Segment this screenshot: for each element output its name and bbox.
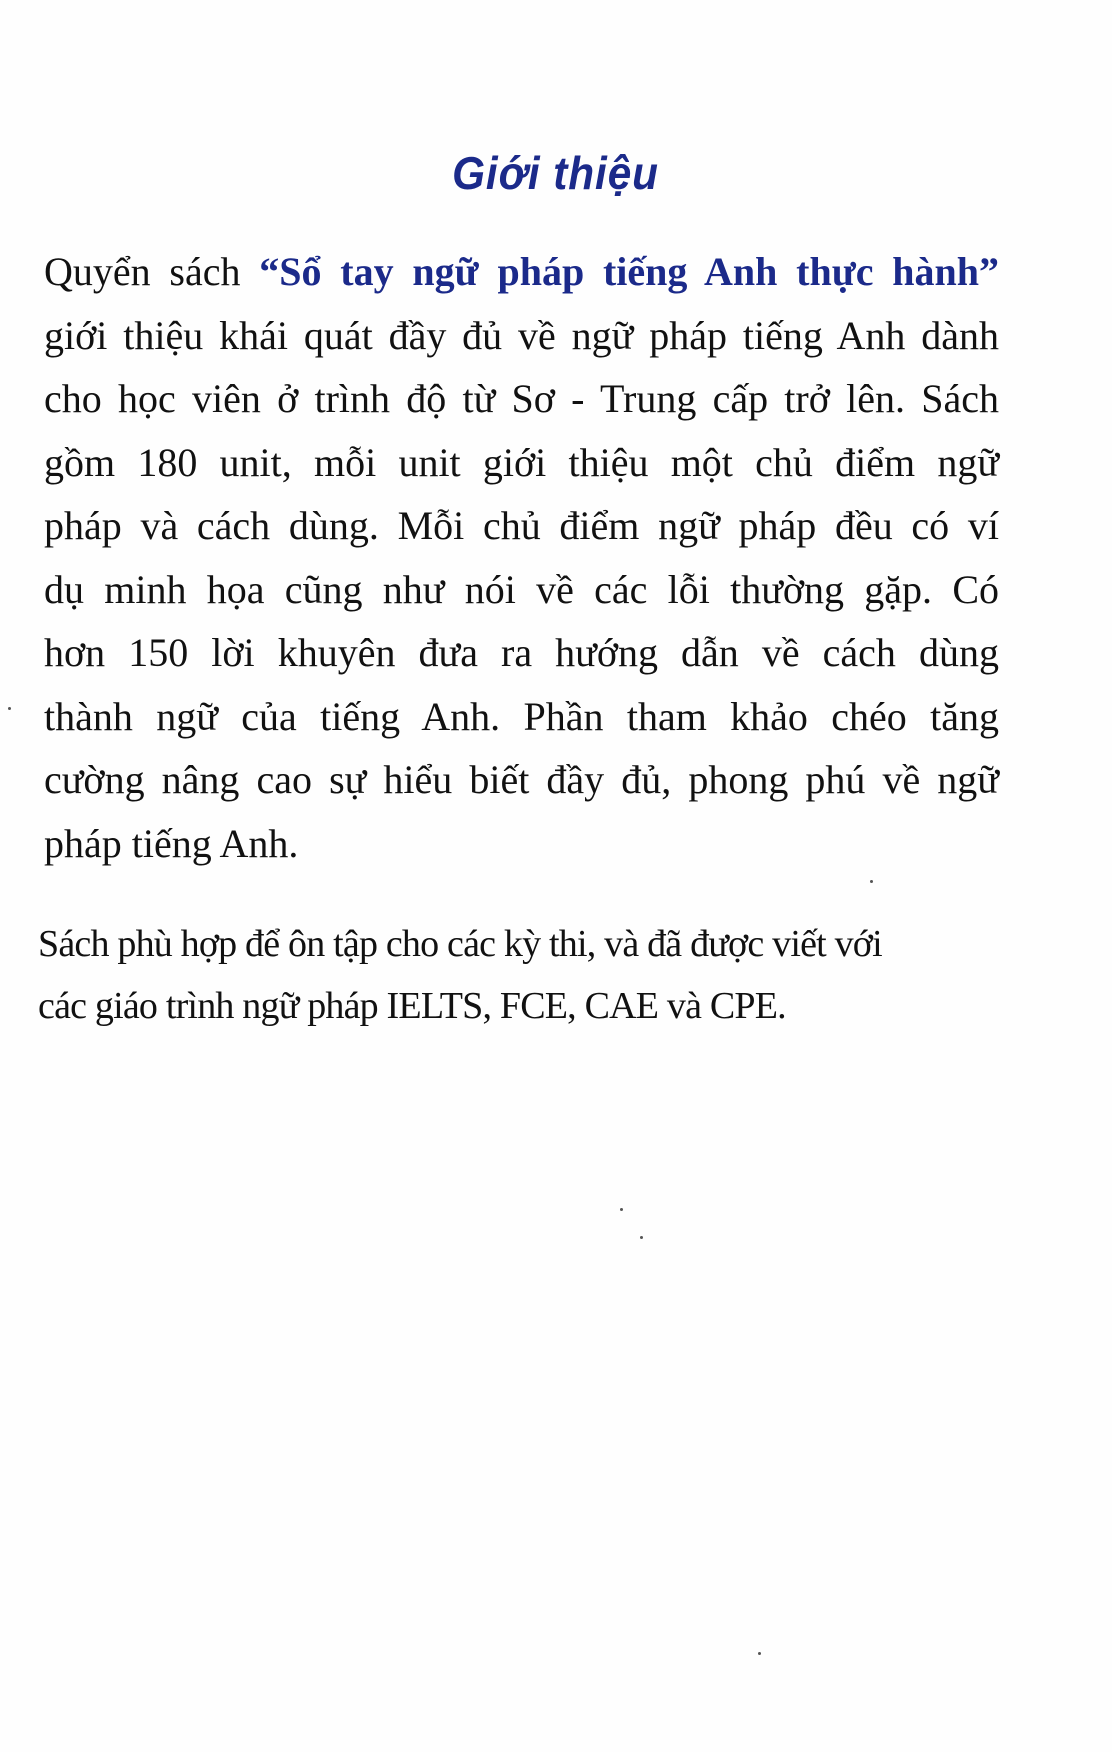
usage-paragraph: [38, 913, 1008, 1037]
paper-speck: [640, 1236, 643, 1239]
paper-speck: [8, 707, 11, 710]
paragraph-line: Sách phù hợp để ôn tập cho các kỳ thi, và đã được viết với: [38, 923, 882, 965]
paragraph-line: thành ngữ của tiếng Anh. Phần tham khảo chéo tăng: [44, 693, 999, 739]
paragraph-line: cho học viên ở trình độ từ Sơ - Trung cấp trở lên. Sách: [44, 376, 999, 421]
paragraph-line: cường nâng cao sự hiểu biết đầy đủ, phong phú về ngữ: [44, 757, 999, 802]
paragraph-line: giới thiệu khái quát đầy đủ về ngữ pháp tiếng Anh dành: [44, 312, 999, 358]
paragraph-line: dụ minh họa cũng như nói về các lỗi thường gặp. Có: [44, 566, 999, 612]
paragraph-line: [44, 240, 999, 304]
paper-speck: [758, 1652, 761, 1655]
book-title: “Sổ tay ngữ pháp tiếng Anh thực hành”: [259, 249, 999, 294]
intro-text: Quyển sách: [44, 249, 260, 294]
paragraph-line: hơn 150 lời khuyên đưa ra hướng dẫn về cách dùng: [44, 630, 999, 675]
paragraph-line: gồm 180 unit, mỗi unit giới thiệu một chủ điểm ngữ: [44, 439, 999, 485]
paragraph-line: các giáo trình ngữ pháp IELTS, FCE, CAE và CPE.: [38, 985, 786, 1027]
paper-speck: [870, 880, 873, 883]
paper-speck: [620, 1208, 623, 1211]
intro-paragraph: [44, 240, 1004, 875]
page-title: Giới thiệu: [452, 147, 659, 199]
paragraph-line: pháp tiếng Anh.: [44, 820, 299, 866]
paragraph-line: pháp và cách dùng. Mỗi chủ điểm ngữ pháp đều có ví: [44, 503, 999, 548]
